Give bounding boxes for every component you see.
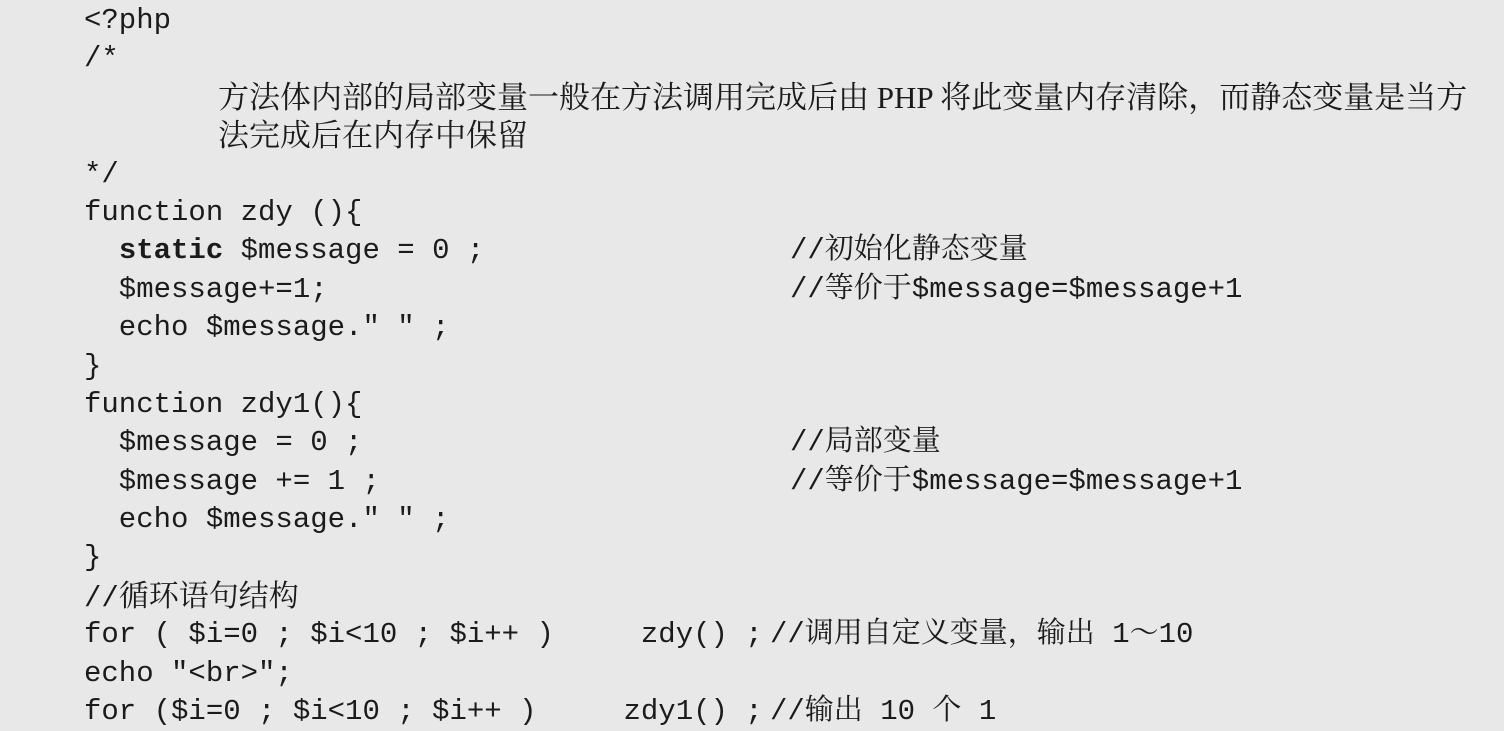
code-line xyxy=(84,539,1504,577)
code-text: /* xyxy=(84,42,119,76)
code-line xyxy=(84,194,1504,232)
inline-comment: //调用自定义变量，输出 1～10 xyxy=(770,618,1194,652)
code-line xyxy=(84,309,1504,347)
comment-text: 循环语句结构 xyxy=(118,579,299,613)
code-text: for ($i=0 ; $i<10 ; $i++ ) zdy1() ; xyxy=(84,695,763,729)
inline-comment: //等价于$message=$message+1 xyxy=(790,272,1243,306)
code-line xyxy=(84,463,1504,501)
code-line xyxy=(84,386,1504,424)
code-text: for ( $i=0 ; $i<10 ; $i++ ) zdy() ; xyxy=(84,618,763,652)
code-line xyxy=(84,424,1504,462)
code-line xyxy=(84,348,1504,386)
code-line xyxy=(84,501,1504,539)
code-line xyxy=(84,693,1504,731)
inline-comment: //输出 10 个 1 xyxy=(770,695,997,729)
inline-comment: //等价于$message=$message+1 xyxy=(790,464,1243,498)
code-line xyxy=(84,271,1504,309)
code-text: $message += 1 ; xyxy=(84,464,380,498)
code-line xyxy=(84,2,1504,40)
code-text: echo $message." " ; xyxy=(84,311,450,345)
block-comment-text: 方法体内部的局部变量一般在方法调用完成后由 PHP 将此变量内存清除，而静态变量是当方 xyxy=(218,79,1468,115)
code-text: } xyxy=(84,349,102,383)
code-line xyxy=(84,616,1504,654)
code-line xyxy=(84,655,1504,693)
code-text: $message = 0 ; xyxy=(84,426,363,460)
code-text: $message+=1; xyxy=(84,272,328,306)
block-comment-line xyxy=(84,79,1504,117)
code-line xyxy=(84,578,1504,616)
code-line xyxy=(84,40,1504,78)
code-text: } xyxy=(84,541,102,575)
code-text: <?php xyxy=(84,4,172,37)
code-line xyxy=(84,156,1504,194)
code-text: echo "<br>"; xyxy=(84,656,293,690)
code-text: */ xyxy=(84,157,119,191)
block-comment-line xyxy=(84,117,1504,155)
code-text: // xyxy=(84,581,119,615)
code-line xyxy=(84,232,1504,270)
code-text: function zdy (){ xyxy=(84,195,363,229)
inline-comment: //局部变量 xyxy=(790,426,941,460)
block-comment-text: 法完成后在内存中保留 xyxy=(218,118,528,154)
code-text: function zdy1(){ xyxy=(84,387,363,421)
inline-comment: //初始化静态变量 xyxy=(790,234,1028,268)
code-text: $message = 0 ; xyxy=(223,234,485,268)
code-text: echo $message." " ; xyxy=(84,503,450,537)
keyword-static: static xyxy=(118,234,224,268)
code-text xyxy=(84,234,119,267)
